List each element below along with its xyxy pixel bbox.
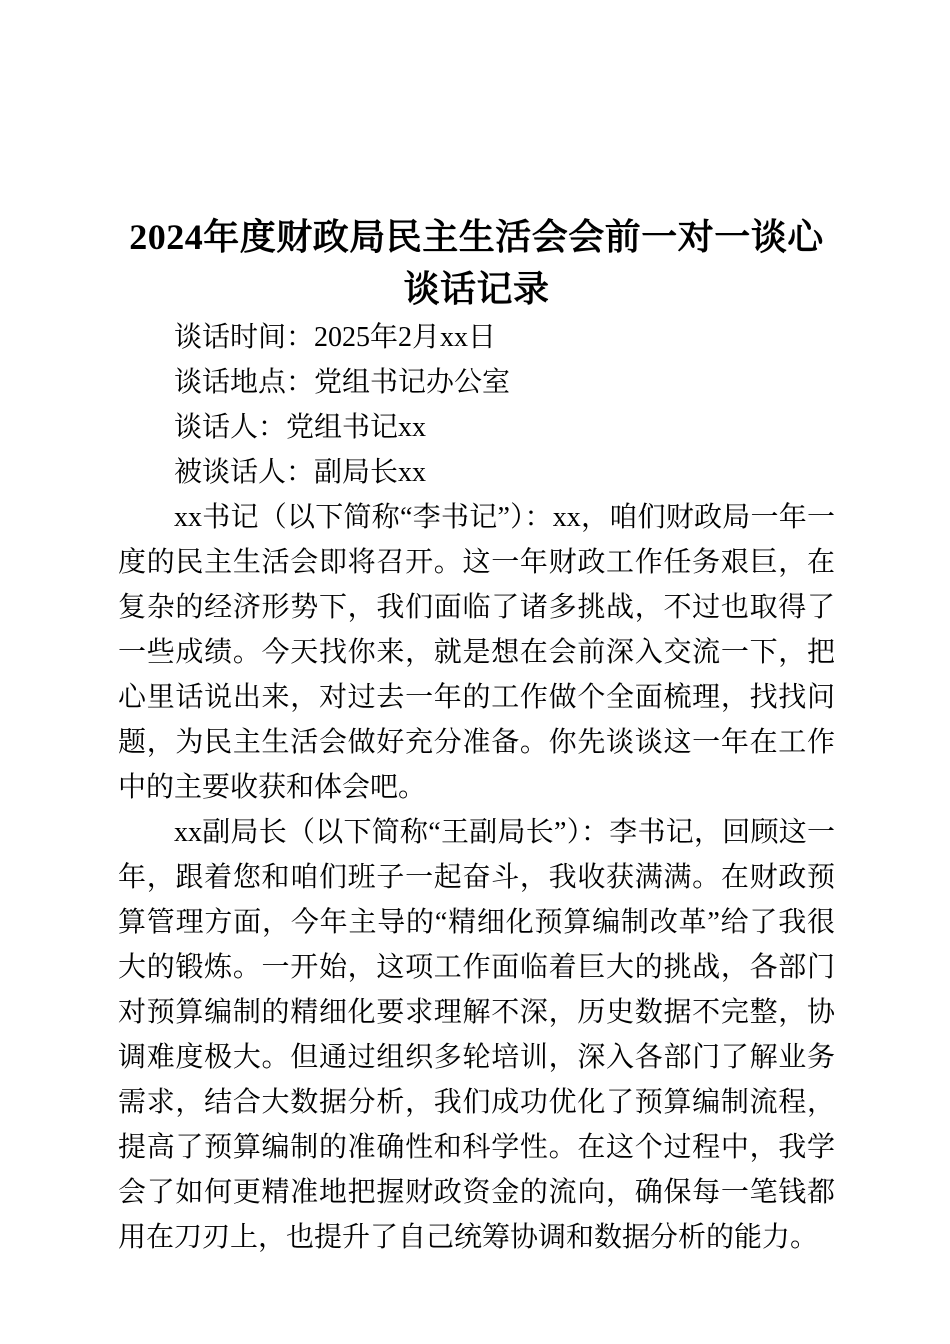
paragraph-deputy-director-remarks: xx副局长（以下简称“王副局长”）：李书记，回顾这一年，跟着您和咱们班子一起奋斗，我收获满满。在财政预算管理方面，今年主导的“精细化预算编制改革”给了我很大的锻炼。一开始，这项工作面临着巨大的挑战，各部门对预算编制的精细化要求理解不深，历史数据不完整，协调难度极大。但通过组织多轮培训，深入各部门了解业务需求，结合大数据分析，我们成功优化了预算编制流程，提高了预算编制的准确性和科学性。在这个过程中，我学会了如何更精准地把握财政资金的流向，确保每一笔钱都用在刀刃上，也提升了自己统筹协调和数据分析的能力。: [118, 817, 835, 1253]
document-title: 2024年度财政局民主生活会会前一对一谈心谈话记录: [129, 217, 824, 309]
meta-talk-location: 谈话地点：党组书记办公室: [174, 367, 511, 398]
meta-talk-time: 谈话时间：2025年2月xx日: [174, 322, 497, 353]
meta-interviewee: 被谈话人：副局长xx: [174, 457, 427, 488]
document-body: [118, 315, 835, 1260]
meta-interviewer: 谈话人：党组书记xx: [174, 412, 427, 443]
paragraph-secretary-remarks: xx书记（以下简称“李书记”）：xx，咱们财政局一年一度的民主生活会即将召开。这一年财政工作任务艰巨，在复杂的经济形势下，我们面临了诸多挑战，不过也取得了一些成绩。今天找你来，就是想在会前深入交流一下，把心里话说出来，对过去一年的工作做个全面梳理，找找问题，为民主生活会做好充分准备。你先谈谈这一年在工作中的主要收获和体会吧。: [118, 502, 835, 803]
